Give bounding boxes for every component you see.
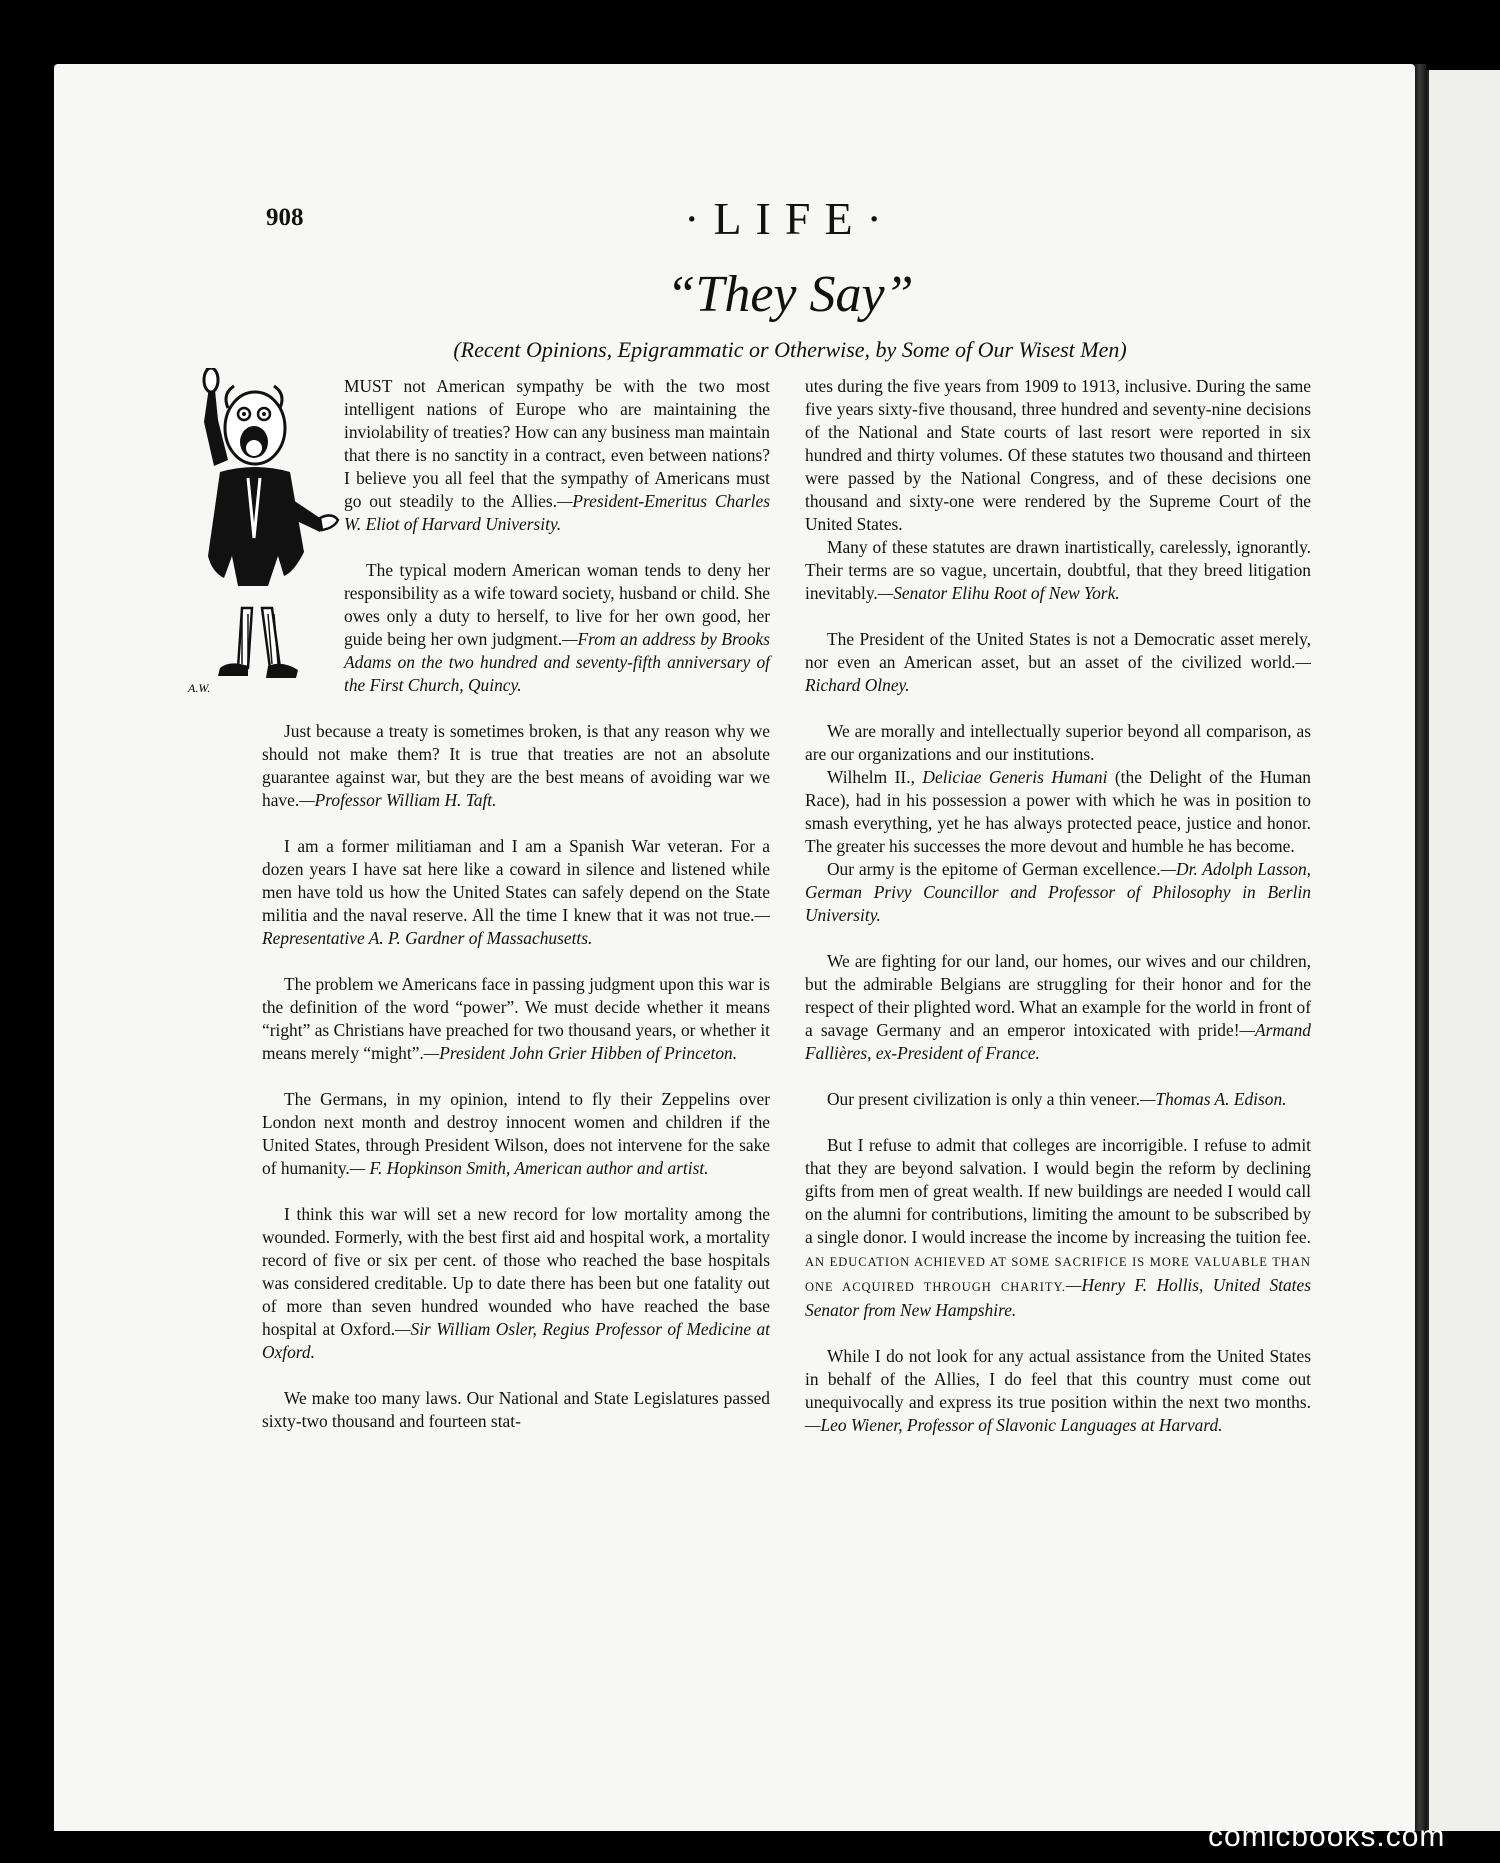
quote-hibben-text: The problem we Americans face in passing judgment upon this war is the definition of the word “power”. We must decide whether it means “right” as Christians have preached for two thousand years, or whether it means merely “might”. [262,974,770,1063]
left-column [262,375,770,1433]
cartoon-signature: A.W. [188,681,211,695]
quote-gardner-attribution: —Representative A. P. Gardner of Massachusetts. [262,905,770,948]
quote-smith [262,1088,770,1180]
quote-hibben-attribution: —President John Grier Hibben of Princeton. [423,1043,738,1063]
page-spine [1415,64,1427,1831]
quote-edison [805,1088,1311,1111]
quote-root-continued-2 [805,536,1311,605]
quote-lasson-latin: Deliciae Generis Humani [922,767,1108,787]
quote-root-continued [805,375,1311,536]
quote-adams-text: The typical modern American woman tends to deny her responsibility as a wife toward society, husband or child. She owes only a duty to herself, to live for her own good, her guide being her own judgment. [344,560,770,649]
quote-osler-text: I think this war will set a new record for low mortality among the wounded. Formerly, with the best first aid and hospital work, a mortality record of five or six per cent. of those who reached the base hospitals was considered creditable. Up to date there has been but one fatality out of more than seven hundred wounded who have reached the base hospital at Oxford. [262,1204,770,1339]
quote-fallieres-text: We are fighting for our land, our homes, our wives and our children, but the admirable Belgians are struggling for their honor and for the respect of their plighted word. What an example for the world in front of a savage Germany and an emperor intoxicated with pride! [805,951,1311,1040]
quote-gardner-text: I am a former militiaman and I am a Spanish War veteran. For a dozen years I have sat here like a coward in silence and listened while men have told us how the United States can safely depend on the State militia and the naval reserve. All the time I knew that it was not true. [262,836,770,925]
quote-olney-attribution: —Richard Olney. [805,652,1311,695]
quote-lasson-text-2c: (the Delight of the Human Race), had in his possession a power with which he was in position to smash everything, yet he has always protected peace, justice and honor. The greater his successes the more devout and humble he has become. [805,767,1311,856]
quote-olney-text: The President of the United States is not a Democratic asset merely, nor even an American asset, but an asset of the civilized world. [805,629,1311,672]
quote-root-attribution: —Senator Elihu Root of New York. [877,583,1120,603]
article-title: “They Say” [666,266,914,323]
quote-lasson-text-3: Our army is the epitome of German excellence. [827,859,1161,879]
next-page-edge [1427,70,1500,1831]
quote-gardner [262,835,770,950]
quote-osler [262,1203,770,1364]
masthead: ·LIFE· [684,193,896,244]
article-subtitle: (Recent Opinions, Epigrammatic or Otherwise, by Some of Our Wisest Men) [453,337,1127,362]
page-number: 908 [266,204,304,231]
quote-lasson-2 [805,766,1311,858]
quote-adams-attribution: —From an address by Brooks Adams on the two hundred and seventy-fifth anniversary of the First Church, Quincy. [344,629,770,695]
quote-hollis-attribution: —Henry F. Hollis, United States Senator from New Hampshire. [805,1275,1311,1320]
quote-wiener [805,1345,1311,1437]
quote-eliot-text: MUST not American sympathy be with the two most intelligent nations of Europe who are maintaining the inviolability of treaties? How can any business man maintain that there is no sanctity in a contract, even between nations? I believe you all feel that the sympathy of Americans must go out steadily to the Allies. [344,376,770,511]
quote-lasson-1 [805,720,1311,766]
quote-fallieres [805,950,1311,1065]
quote-smith-text: The Germans, in my opinion, intend to fly their Zeppelins over London next month and destroy innocent women and children if the United States, through President Wilson, does not intervene for the sake of humanity. [262,1089,770,1178]
quote-eliot-attribution: —President-Emeritus Charles W. Eliot of Harvard University. [344,491,770,534]
quote-fallieres-attribution: —Armand Fallières, ex-President of France. [805,1020,1311,1063]
right-column [805,375,1311,1460]
quote-root-start [262,1387,770,1433]
quote-osler-attribution: —Sir William Osler, Regius Professor of Medicine at Oxford. [262,1319,771,1362]
quote-lasson-text-2a: Wilhelm II., [827,767,923,787]
quote-lasson-attribution: —Dr. Adolph Lasson, German Privy Councillor and Professor of Philosophy in Berlin University. [805,859,1312,925]
quote-taft [262,720,770,812]
quote-adams [262,559,770,697]
quote-wiener-attribution: —Leo Wiener, Professor of Slavonic Languages at Harvard. [805,1415,1223,1435]
quote-edison-attribution: —Thomas A. Edison. [1139,1089,1287,1109]
quote-wiener-text: While I do not look for any actual assistance from the United States in behalf of the Allies, I do feel that this country must come out unequivocally and express its true position within the next two months. [805,1346,1311,1412]
quote-hibben [262,973,770,1065]
quote-eliot [262,375,770,536]
quote-lasson-3 [805,858,1311,927]
quote-hollis [805,1134,1311,1322]
quote-edison-text: Our present civilization is only a thin veneer. [827,1089,1140,1109]
quote-olney [805,628,1311,697]
quote-root-start-text: We make too many laws. Our National and State Legislatures passed sixty-two thousand and fourteen stat- [262,1388,770,1431]
quote-root-text-2: Many of these statutes are drawn inartistically, carelessly, ignorantly. Their terms are so vague, uncertain, doubtful, that they breed litigation inevitably. [805,537,1311,603]
quote-smith-attribution: — F. Hopkinson Smith, American author and artist. [349,1158,709,1178]
quote-root-text-1: utes during the five years from 1909 to 1913, inclusive. During the same five years sixty-five thousand, three hundred and seventy-nine decisions of the National and State courts of last resort were reported in six hundred and thirty volumes. Of these statutes two thousand and thirteen were passed by the National Congress, and of these decisions one thousand and sixty-one were rendered by the Supreme Court of the United States. [805,376,1311,534]
quote-hollis-small-caps: AN EDUCATION ACHIEVED AT SOME SACRIFICE IS MORE VALUABLE THAN ONE ACQUIRED THROUGH CHARITY. [805,1255,1311,1294]
quote-lasson-text-1: We are morally and intellectually superior beyond all comparison, as are our organizations and our institutions. [805,721,1311,764]
quote-hollis-text: But I refuse to admit that colleges are incorrigible. I refuse to admit that they are beyond salvation. I would begin the reform by declining gifts from men of great wealth. If new buildings are needed I would call on the alumni for contributions, limiting the amount to be subscribed by a single donor. I would increase the income by increasing the tuition fee. [805,1135,1311,1247]
quote-taft-attribution: —Professor William H. Taft. [299,790,497,810]
watermark: comicbooks.com [1208,1820,1446,1853]
quote-taft-text: Just because a treaty is sometimes broken, is that any reason why we should not make them? It is true that treaties are not an absolute guarantee against war, but they are the best means of avoiding war we have. [262,721,770,810]
